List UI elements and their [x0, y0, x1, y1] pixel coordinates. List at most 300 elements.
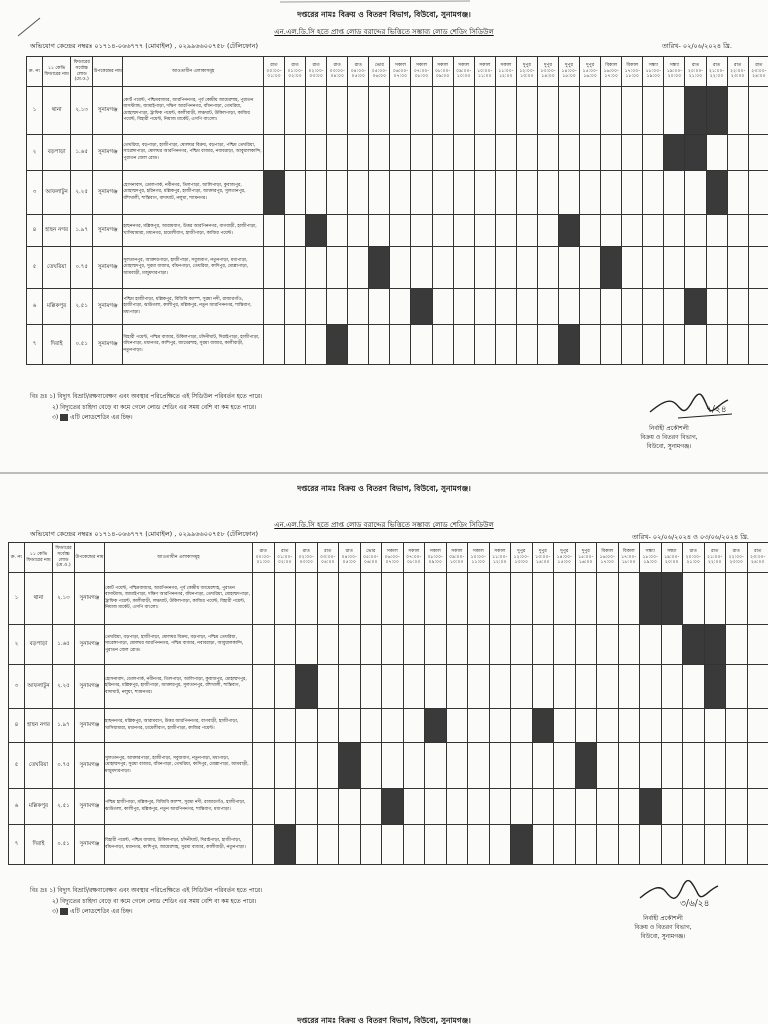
supply-cell [296, 625, 318, 665]
time-slot-header: দুপুর ১২:০০- ১৩:০০ [516, 57, 537, 87]
feeder-substation: সুনামগঞ্জ [93, 215, 123, 247]
time-slot-header: সকাল ১১:০০- ১২:০০ [489, 543, 511, 573]
supply-cell [747, 743, 768, 789]
supply-cell [554, 665, 576, 709]
supply-cell [382, 743, 404, 789]
feeder-load: ০.৫১ [53, 825, 75, 865]
supply-cell [296, 743, 318, 789]
load-header: ফিডারের সর্বোচ্চ লোড (মে.ও.) [53, 543, 75, 573]
supply-cell [726, 789, 748, 825]
time-slot-header: সন্ধ্যা ১৮:০০- ১৯:০০ [643, 57, 664, 87]
office-title: দপ্তরের নামঃ বিক্রয় ও বিতরণ বিভাগ, বিউবো, সুনামগঞ্জ। [297, 10, 471, 19]
feeder-substation: সুনামগঞ্জ [75, 625, 105, 665]
supply-cell [489, 825, 511, 865]
supply-cell [640, 743, 662, 789]
supply-cell [683, 709, 705, 743]
svg-text:৩/৬/২৪: ৩/৬/২৪ [680, 899, 710, 909]
feeder-area: কোর্ট পয়েন্ট, পশ্চিমবাজার, আরপিননগর, পূর্ব কেন্দ্রীয় জামেরশাহ, পুরাতন বাসস্ট্যান্ড, জামাইপাড়া, দক্ষিণ আরপিননগর, বাঁধনপাড়া, তেঘরিয়া, মোহাম্মদপাড়া, ট্রাফিক পয়েন্ট, কালীবাড়ী, লঞ্চঘাট, উকিলপাড়া, কাজির পয়েন্ট, বিহারী পয়েন্ট, নিয়াজ মার্কেট, এসপি বাংলো। [123, 87, 264, 135]
supply-cell [446, 825, 468, 865]
notes-block [30, 886, 262, 918]
time-slot-header: সকাল ০৬:০০- ০৭:০০ [382, 543, 404, 573]
feeder-sl: ৬ [27, 289, 43, 325]
note-3-text: এটি লোডশেডিং এর চিহ্ন। [70, 908, 133, 915]
feeder-sl: ৩ [9, 665, 25, 709]
time-slot-header: বিকাল ১৬:০০- ১৭:০০ [597, 543, 619, 573]
time-slot-header: রাত ২০:০০- ২১:০০ [683, 543, 705, 573]
supply-cell [425, 743, 447, 789]
time-slot-header: সকাল ১১:০০- ১২:০০ [495, 57, 516, 87]
supply-cell [489, 789, 511, 825]
supply-cell [360, 625, 382, 665]
supply-cell [726, 665, 748, 709]
time-slot-header: দুপুর ১৫:০০- ১৬:০০ [580, 57, 601, 87]
supply-cell [554, 573, 576, 625]
time-slot-header: দুপুর ১৩:০০- ১৪:০০ [537, 57, 558, 87]
next-page-office-title: দপ্তরের নামঃ বিক্রয় ও বিতরণ বিভাগ, বিউবো, সুনামগঞ্জ। [297, 1016, 471, 1024]
time-slot-header: রাত ২৩:০০- ২৪:০০ [747, 543, 768, 573]
time-slot-header: সকাল ০৭:০০- ০৮:০০ [411, 57, 432, 87]
supply-cell [532, 743, 554, 789]
loadshedding-cell [661, 573, 683, 625]
time-slot-header: বিকাল ১৭:০০- ১৮:০০ [618, 543, 640, 573]
office-title: দপ্তরের নামঃ বিক্রয় ও বিতরণ বিভাগ, বিউবো, সুনামগঞ্জ। [297, 484, 471, 493]
time-slot-header: রাত ২২:০০- ২৩:০০ [727, 57, 748, 87]
time-slot-header: দুপুর ১৩:০০- ১৪:০০ [532, 543, 554, 573]
area-header: আওতাধীন এলাকাসমূহ [105, 543, 253, 573]
area-header: আওতাধীন এলাকাসমূহ [123, 57, 264, 87]
feeder-load: ২.৫১ [53, 789, 75, 825]
sl-header: ক্র. নং [27, 57, 43, 87]
supply-cell [317, 709, 339, 743]
supply-cell [317, 743, 339, 789]
note-3-number: ৩) [52, 908, 59, 915]
load-header: ফিডারের সর্বোচ্চ লোড (মে.ও.) [71, 57, 93, 87]
signatory-dept: বিক্রয় ও বিতরণ বিভাগ, [634, 924, 692, 931]
time-slot-header: সকাল ০৯:০০- ১০:০০ [446, 543, 468, 573]
supply-cell [575, 709, 597, 743]
supply-cell [511, 709, 533, 743]
supply-cell [425, 789, 447, 825]
supply-cell [339, 789, 361, 825]
signatory-title: নির্বাহী প্রকৌশলী [649, 425, 689, 432]
feeder-substation: সুনামগঞ্জ [93, 247, 123, 289]
supply-cell [618, 573, 640, 625]
feeder-substation: সুনামগঞ্জ [93, 87, 123, 135]
time-slot-header: রাত ২০:০০- ২১:০০ [685, 57, 706, 87]
feeder-load: ২.২৫ [71, 171, 93, 215]
loadshedding-legend-swatch [60, 908, 68, 915]
supply-cell [360, 665, 382, 709]
supply-cell [403, 709, 425, 743]
time-slot-header: রাত ০৪:০০- ০৫:০০ [348, 57, 369, 87]
supply-cell [661, 789, 683, 825]
supply-cell [403, 573, 425, 625]
time-slot-header: সন্ধ্যা ১৯:০০- ২০:০০ [661, 543, 683, 573]
feeder-sl: ৫ [27, 247, 43, 289]
supply-cell [640, 709, 662, 743]
supply-cell [532, 825, 554, 865]
feeder-load: ১.৯৭ [71, 215, 93, 247]
time-slot-header: সকাল ১০:০০- ১১:০০ [474, 57, 495, 87]
supply-cell [726, 825, 748, 865]
schedule-date: তারিখ- ০২/০৬/২০২৪ ও ০৩/০৬/২০২৪ খ্রি. [632, 533, 749, 541]
supply-cell [382, 665, 404, 709]
supply-cell [360, 573, 382, 625]
loadshedding-cell [382, 789, 404, 825]
supply-cell [726, 743, 748, 789]
supply-cell [704, 789, 726, 825]
supply-cell [661, 743, 683, 789]
supply-cell [532, 573, 554, 625]
feeder-load: ১.৯৭ [53, 709, 75, 743]
feeder-sl: ৭ [27, 325, 43, 365]
feeder-row [9, 709, 768, 743]
supply-cell [661, 709, 683, 743]
supply-cell [532, 665, 554, 709]
feeder-load: ২.১৩ [71, 87, 93, 135]
supply-cell [704, 825, 726, 865]
schedule-sheet-2 [0, 474, 768, 1024]
supply-cell [726, 709, 748, 743]
supply-cell [597, 743, 619, 789]
supply-cell [446, 789, 468, 825]
supply-cell [382, 825, 404, 865]
supply-cell [403, 665, 425, 709]
supply-cell [489, 573, 511, 625]
signature-block [598, 914, 728, 941]
supply-cell [403, 789, 425, 825]
feeder-load: ০.৭৫ [53, 743, 75, 789]
feeder-header: ১১ কেভি ফিডারের নাম [43, 57, 71, 87]
supply-cell [296, 825, 318, 865]
supply-cell [489, 625, 511, 665]
supply-cell [274, 625, 296, 665]
supply-cell [704, 743, 726, 789]
feeder-name: দিরাই [43, 325, 71, 365]
loadshedding-cell [640, 789, 662, 825]
feeder-sl: ৬ [9, 789, 25, 825]
time-slot-header: রাত ২২:০০- ২৩:০০ [726, 543, 748, 573]
supply-cell [296, 573, 318, 625]
header-row [9, 543, 768, 573]
note-3 [30, 907, 262, 918]
time-slot-header: রাত ২৩:০০- ২৪:০০ [748, 57, 768, 87]
supply-cell [683, 665, 705, 709]
loadshedding-cell [704, 665, 726, 709]
supply-cell [597, 709, 619, 743]
loadshedding-cell [683, 625, 705, 665]
supply-cell [253, 573, 275, 625]
feeder-substation: সুনামগঞ্জ [93, 135, 123, 171]
supply-cell [403, 625, 425, 665]
supply-cell [360, 825, 382, 865]
supply-cell [661, 625, 683, 665]
feeder-row [9, 825, 768, 865]
supply-cell [489, 743, 511, 789]
supply-cell [317, 573, 339, 625]
feeder-name: দিরাই [25, 825, 53, 865]
feeder-name: থানা [25, 573, 53, 625]
supply-cell [640, 625, 662, 665]
supply-cell [747, 625, 768, 665]
time-slot-header: সকাল ০৬:০০- ০৭:০০ [390, 57, 411, 87]
supply-cell [296, 709, 318, 743]
feeder-area: তেঘরিয়া, বড়পাড়া, হাজীপাড়া, ষোলঘর বিক্রয়, বড়পাড়া, পশ্চিম তেঘরিয়া, সারেঙ্গাপাড়া, ষোলঘর আরপিননগর, পশ্চিম বাজার, নবাবরাড়া, আবুয়ালকান্দি, পুরাতন জেল রোড। [123, 135, 264, 171]
supply-cell [511, 665, 533, 709]
feeder-substation: সুনামগঞ্জ [93, 171, 123, 215]
feeder-area: হাছননগর, মল্লিকপুর, আরামবাগ, উত্তর আরপিননগর, বাগবাড়ী, হাজীপাড়া, খাসিয়ামারা, মধ্যনগর, চামেলীবাগ, হাজীপাড়া, কাজির পয়েন্ট। [105, 709, 253, 743]
control-room-numbers: অভিযোগ কেন্দ্রের নম্বরঃ ০১৭১৪-০৬৬৭৭৭ (মোবাইল) , ০২৯৯৬৬০০৭৫৮ (টেলিফোন) [30, 530, 259, 538]
time-slot-header: বিকাল ১৬:০০- ১৭:০০ [601, 57, 622, 87]
supply-cell [575, 789, 597, 825]
signatory-dept: বিক্রয় ও বিতরণ বিভাগ, [640, 434, 698, 441]
time-slot-header: সন্ধ্যা ১৮:০০- ১৯:০০ [640, 543, 662, 573]
feeder-load: ২.১৩ [53, 573, 75, 625]
supply-cell [253, 743, 275, 789]
feeder-area: পশ্চিম হাজীপাড়া, মল্লিকপুর, বিজিবি ক্যাম্প, সুরমা নদী, রাজারগাঁও, হাজীপাড়া, ঝাউতলা, কালীপুর, মল্লিকপুর, নতুন আরপিননগর, শান্তিবাগ, মধ্যপাড়া। [123, 289, 264, 325]
control-room-numbers: অভিযোগ কেন্দ্রের নম্বরঃ ০১৭১৪-০৬৬৭৭৭ (মোবাইল) , ০২৯৯৬৬০০৭৫৮ (টেলিফোন) [30, 42, 259, 50]
supply-cell [597, 665, 619, 709]
feeder-sl: ৭ [9, 825, 25, 865]
feeder-sl: ১ [9, 573, 25, 625]
feeder-row [9, 573, 768, 625]
supply-cell [597, 573, 619, 625]
supply-cell [575, 825, 597, 865]
feeder-area: সুলতানপুর, আক্তারপাড়া, হাজীপাড়া, সবুজবাগ, নতুনপাড়া, মধ্যপাড়া, মোহাম্মদপুর, সুরমা বাজার, বাঁধনপাড়া, তেঘরিয়া, কাদিপুর, মোল্লাপাড়া, আমবাড়ী, মজুমদারপাড়া। [105, 743, 253, 789]
feeder-area: হাছননগর, মল্লিকপুর, আরামবাগ, উত্তর আরপিননগর, বাগবাড়ী, হাজীপাড়া, খাসিয়ামারা, মধ্যনগর, চামেলীবাগ, হাজীপাড়া, কাজির পয়েন্ট। [123, 215, 264, 247]
supply-cell [683, 825, 705, 865]
schedule-subtitle: এন.এল.ডি.সি হতে প্রাপ্ত লোড বরাদ্দের ভিত্তিতে সম্ভাব্য লোড শেডিং সিডিউল [274, 28, 494, 36]
supply-cell [597, 789, 619, 825]
supply-cell [747, 573, 768, 625]
supply-cell [747, 789, 768, 825]
feeder-sl: ৫ [9, 743, 25, 789]
supply-cell [468, 573, 490, 625]
supply-cell [446, 743, 468, 789]
schedule-subtitle: এন.এল.ডি.সি হতে প্রাপ্ত লোড বরাদ্দের ভিত্তিতে সম্ভাব্য লোড শেডিং সিডিউল [274, 521, 494, 529]
supply-cell [360, 789, 382, 825]
supply-cell [274, 789, 296, 825]
supply-cell [339, 709, 361, 743]
feeder-name: থানা [43, 87, 71, 135]
supply-cell [253, 789, 275, 825]
loadshedding-cell [640, 573, 662, 625]
feeder-load: ০.৭৫ [71, 247, 93, 289]
feeder-area: বিহারী পয়েন্ট, পশ্চিম বাজার, উকিলপাড়া, চাঁদনীঘাট, দিরাইপাড়া, হাজীপাড়া, বাঁধনপাড়া, মধ্যনগর, কাশিপুর, জামেরশাহ, সুরমা বাজার, কালীবাড়ী, নতুনপাড়া। [105, 825, 253, 865]
feeder-name: বড়পাড়া [25, 625, 53, 665]
supply-cell [446, 709, 468, 743]
time-slot-header: ভোর ০৫:০০- ০৬:০০ [360, 543, 382, 573]
supply-cell [511, 789, 533, 825]
supply-cell [339, 573, 361, 625]
supply-cell [511, 573, 533, 625]
supply-cell [274, 665, 296, 709]
supply-cell [747, 825, 768, 865]
paper-crease-marks [0, 0, 768, 472]
supply-cell [339, 625, 361, 665]
signature-image [636, 878, 726, 912]
feeder-area: বিহারী পয়েন্ট, পশ্চিম বাজার, উকিলপাড়া, চাঁদনীঘাট, দিরাইপাড়া, হাজীপাড়া, বাঁধনপাড়া, মধ্যনগর, কাশিপুর, জামেরশাহ, সুরমা বাজার, কালীবাড়ী, নতুনপাড়া। [123, 325, 264, 365]
supply-cell [253, 825, 275, 865]
supply-cell [597, 825, 619, 865]
supply-cell [554, 789, 576, 825]
supply-cell [425, 625, 447, 665]
supply-cell [382, 573, 404, 625]
supply-cell [554, 625, 576, 665]
feeder-sl: ১ [27, 87, 43, 135]
feeder-area: হোসনাবাদ, ডোলপার্ক, নবীনগর, তিলপাড়া, আলিপাড়া, কুবাজপুর, মোহাম্মদপুর, হরিনগর, মল্লিকপুর, হাজীপাড়া, আক্তারপুর, সুলতানপুর, বাঁশখালী, শান্তিবাগ, বাদাঘাট, নলুয়া, শ্যামনগর। [123, 171, 264, 215]
feeder-sl: ৪ [27, 215, 43, 247]
feeder-load: ১.৬৫ [53, 625, 75, 665]
loadshedding-cell [425, 709, 447, 743]
time-slot-header: ভোর ০৫:০০- ০৬:০০ [369, 57, 390, 87]
supply-cell [489, 665, 511, 709]
loadshedding-cell [339, 743, 361, 789]
supply-cell [618, 825, 640, 865]
supply-cell [618, 743, 640, 789]
supply-cell [511, 743, 533, 789]
supply-cell [382, 709, 404, 743]
time-slot-header: রাত ০২:০০- ০৩:০০ [296, 543, 318, 573]
time-slot-header: দুপুর ১৪:০০- ১৫:০০ [554, 543, 576, 573]
supply-cell [468, 709, 490, 743]
supply-cell [511, 625, 533, 665]
feeder-name: বড়পাড়া [43, 135, 71, 171]
supply-cell [618, 665, 640, 709]
supply-cell [575, 625, 597, 665]
supply-cell [726, 625, 748, 665]
supply-cell [339, 665, 361, 709]
substation-header: উপকেন্দ্রের নাম [93, 57, 123, 87]
feeder-name: তেঘরিয়া [25, 743, 53, 789]
supply-cell [360, 709, 382, 743]
time-slot-header: সকাল ০৭:০০- ০৮:০০ [403, 543, 425, 573]
loadshedding-cell [296, 665, 318, 709]
feeder-row [9, 665, 768, 709]
supply-cell [661, 825, 683, 865]
supply-cell [532, 625, 554, 665]
supply-cell [554, 709, 576, 743]
sl-header: ক্র. নং [9, 543, 25, 573]
supply-cell [403, 825, 425, 865]
supply-cell [274, 743, 296, 789]
time-slot-header: বিকাল ১৭:০০- ১৮:০০ [622, 57, 643, 87]
supply-cell [317, 665, 339, 709]
feeder-load: ২.৫১ [71, 289, 93, 325]
supply-cell [446, 573, 468, 625]
feeder-substation: সুনামগঞ্জ [93, 289, 123, 325]
feeder-substation: সুনামগঞ্জ [75, 743, 105, 789]
feeder-substation: সুনামগঞ্জ [75, 665, 105, 709]
supply-cell [489, 709, 511, 743]
supply-cell [296, 789, 318, 825]
feeder-name: মল্লিকপুর [43, 289, 71, 325]
supply-cell [618, 625, 640, 665]
supply-cell [554, 825, 576, 865]
time-slot-header: সকাল ০৯:০০- ১০:০০ [453, 57, 474, 87]
feeder-row [9, 625, 768, 665]
feeder-row [9, 743, 768, 789]
loadshedding-table [8, 542, 768, 865]
time-slot-header: রাত ০১:০০- ০২:০০ [285, 57, 306, 87]
supply-cell [554, 743, 576, 789]
feeder-name: হাছন নগর [43, 215, 71, 247]
loadshedding-cell [704, 625, 726, 665]
feeder-name: আফলাটুন [43, 171, 71, 215]
feeder-header: ১১ কেভি ফিডারের নাম [25, 543, 53, 573]
supply-cell [532, 789, 554, 825]
time-slot-header: রাত ০১:০০- ০২:০০ [274, 543, 296, 573]
time-slot-header: রাত ২১:০০- ২২:০০ [706, 57, 727, 87]
supply-cell [317, 625, 339, 665]
supply-cell [683, 573, 705, 625]
feeder-load: ১.৬৫ [71, 135, 93, 171]
supply-cell [597, 625, 619, 665]
note-1: বিঃ দ্রঃ ১) বিদ্যুৎ বিভ্রাট/রক্ষণাবেক্ষণ এবং অবস্থার পরিপ্রেক্ষিতে এই সিডিউল পরিবর্তন হতে পারে। [30, 887, 263, 894]
feeder-substation: সুনামগঞ্জ [75, 573, 105, 625]
note-1: বিঃ দ্রঃ ১) বিদ্যুৎ বিভ্রাট/রক্ষণাবেক্ষণ এবং অবস্থার পরিপ্রেক্ষিতে এই সিডিউল পরিবর্তন হতে পারে। [30, 393, 263, 400]
signatory-title: নির্বাহী প্রকৌশলী [643, 915, 683, 922]
time-slot-header: সকাল ০৮:০০- ০৯:০০ [425, 543, 447, 573]
supply-cell [468, 665, 490, 709]
supply-cell [425, 573, 447, 625]
feeder-substation: সুনামগঞ্জ [93, 325, 123, 365]
supply-cell [683, 789, 705, 825]
supply-cell [575, 665, 597, 709]
supply-cell [425, 665, 447, 709]
time-slot-header: রাত ২১:০০- ২২:০০ [704, 543, 726, 573]
supply-cell [704, 573, 726, 625]
supply-cell [661, 665, 683, 709]
supply-cell [425, 825, 447, 865]
note-3-text: এটি লোডশেডিং এর চিহ্ন। [70, 414, 133, 421]
loadshedding-cell [511, 825, 533, 865]
feeder-area: হোসনাবাদ, ডোলপার্ক, নবীনগর, তিলপাড়া, আলিপাড়া, কুবাজপুর, মোহাম্মদপুর, হরিনগর, মল্লিকপুর, হাজীপাড়া, আক্তারপুর, সুলতানপুর, বাঁশখালী, শান্তিবাগ, বাদাঘাট, নলুয়া, শ্যামনগর। [105, 665, 253, 709]
feeder-name: তেঘরিয়া [43, 247, 71, 289]
time-slot-header: রাত ০০:০০- ০১:০০ [263, 57, 284, 87]
schedule-date: তারিখ- ০২/০৬/২০২৪ খ্রি. [662, 42, 732, 50]
feeder-substation: সুনামগঞ্জ [75, 825, 105, 865]
feeder-load: ০.৫১ [71, 325, 93, 365]
feeder-area: তেঘরিয়া, বড়পাড়া, হাজীপাড়া, ষোলঘর বিক্রয়, বড়পাড়া, পশ্চিম তেঘরিয়া, সারেঙ্গাপাড়া, ষোলঘর আরপিননগর, পশ্চিম বাজার, নবাবরাড়া, আবুয়ালকান্দি, পুরাতন জেল রোড। [105, 625, 253, 665]
supply-cell [575, 573, 597, 625]
schedule-sheet-1 [0, 0, 768, 472]
supply-cell [683, 743, 705, 789]
note-2: ২) বিদ্যুতের চাহিদা বেড়ে বা কমে গেলে লোড শেডিং এর সময় বেশি বা কম হতে পারে। [52, 897, 257, 905]
loadshedding-cell [532, 709, 554, 743]
feeder-substation: সুনামগঞ্জ [75, 789, 105, 825]
supply-cell [747, 665, 768, 709]
time-slot-header: রাত ০৩:০০- ০৪:০০ [327, 57, 348, 87]
note-3-number: ৩) [52, 414, 59, 421]
time-slot-header: রাত ০০:০০- ০১:০০ [253, 543, 275, 573]
feeder-area: পশ্চিম হাজীপাড়া, মল্লিকপুর, বিজিবি ক্যাম্প, সুরমা নদী, রাজারগাঁও, হাজীপাড়া, ঝাউতলা, কালীপুর, মল্লিকপুর, নতুন আরপিননগর, শান্তিবাগ, মধ্যপাড়া। [105, 789, 253, 825]
supply-cell [253, 665, 275, 709]
feeder-area: কোর্ট পয়েন্ট, পশ্চিমবাজার, আরপিননগর, পূর্ব কেন্দ্রীয় জামেরশাহ, পুরাতন বাসস্ট্যান্ড, জামাইপাড়া, দক্ষিণ আরপিননগর, বাঁধনপাড়া, তেঘরিয়া, মোহাম্মদপাড়া, ট্রাফিক পয়েন্ট, কালীবাড়ী, লঞ্চঘাট, উকিলপাড়া, কাজির পয়েন্ট, বিহারী পয়েন্ট, নিয়াজ মার্কেট, এসপি বাংলো। [105, 573, 253, 625]
supply-cell [640, 665, 662, 709]
supply-cell [704, 709, 726, 743]
substation-header: উপকেন্দ্রের নাম [75, 543, 105, 573]
supply-cell [618, 709, 640, 743]
feeder-sl: ২ [27, 135, 43, 171]
supply-cell [468, 625, 490, 665]
time-slot-header: রাত ০২:০০- ০৩:০০ [306, 57, 327, 87]
note-2: ২) বিদ্যুতের চাহিদা বেড়ে বা কমে গেলে লোড শেডিং এর সময় বেশি বা কম হতে পারে। [52, 403, 257, 411]
time-slot-header: রাত ০৪:০০- ০৫:০০ [339, 543, 361, 573]
feeder-load: ২.২৫ [53, 665, 75, 709]
supply-cell [468, 743, 490, 789]
time-slot-header: সন্ধ্যা ১৯:০০- ২০:০০ [664, 57, 685, 87]
